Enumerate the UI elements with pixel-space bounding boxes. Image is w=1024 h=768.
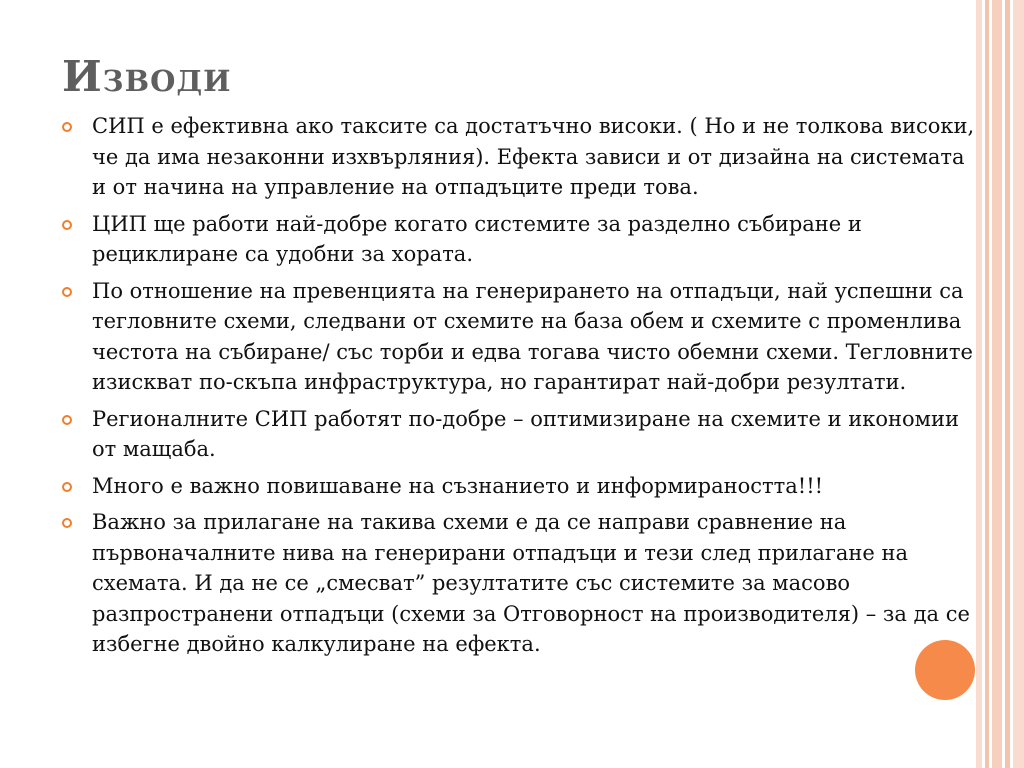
bullet-text: Много е важно повишаване на съзнанието и информираността!!! — [92, 473, 824, 498]
ring-bullet-icon — [62, 220, 72, 230]
bullet-text: Важно за прилагане на такива схеми е да се направи сравнение на първоначалните нива на генерирани отпадъци и тези след прилагане на схемата. И да не се „смесват” резултатите със системите за масово разпространени отпадъци (схеми за Отговорност на производителя) – за да се избегне двойно калкулиране на ефекта. — [92, 510, 970, 656]
stripe — [992, 0, 1002, 768]
ring-bullet-icon — [62, 518, 72, 528]
bullet-text: СИП е ефективна ако таксите са достатъчно високи. ( Но и не толкова високи, че да има незаконни изхвърляния). Ефекта зависи и от дизайна на системата и от начина на управление на отпадъците преди това. — [92, 114, 975, 199]
bullet-item — [62, 471, 982, 502]
bullet-item — [62, 507, 982, 660]
bullet-text: По отношение на превенцията на генерирането на отпадъци, най успешни са тегловните схеми, следвани от схемите на база обем и схемите с променлива честота на събиране/ със торби и едва тогава чисто обемни схеми. Тегловните изискват по-скъпа инфраструктура, но гарантират най-добри резултати. — [92, 278, 973, 394]
bullet-item — [62, 276, 982, 398]
slide-title: Изводи — [62, 52, 232, 101]
decorative-orange-circle — [915, 640, 975, 700]
ring-bullet-icon — [62, 415, 72, 425]
bullet-list — [62, 111, 982, 666]
bullet-item — [62, 209, 982, 270]
ring-bullet-icon — [62, 482, 72, 492]
ring-bullet-icon — [62, 287, 72, 297]
decorative-side-stripes — [976, 0, 1024, 768]
bullet-item — [62, 404, 982, 465]
bullet-text: ЦИП ще работи най-добре когато системите за разделно събиране и рециклиране са удобни за хората. — [92, 211, 862, 266]
bullet-item — [62, 111, 982, 203]
stripe — [1013, 0, 1024, 768]
ring-bullet-icon — [62, 122, 72, 132]
bullet-text: Регионалните СИП работят по-добре – оптимизиране на схемите и икономии от мащаба. — [92, 406, 959, 461]
stripe — [985, 0, 989, 768]
stripe — [1005, 0, 1010, 768]
